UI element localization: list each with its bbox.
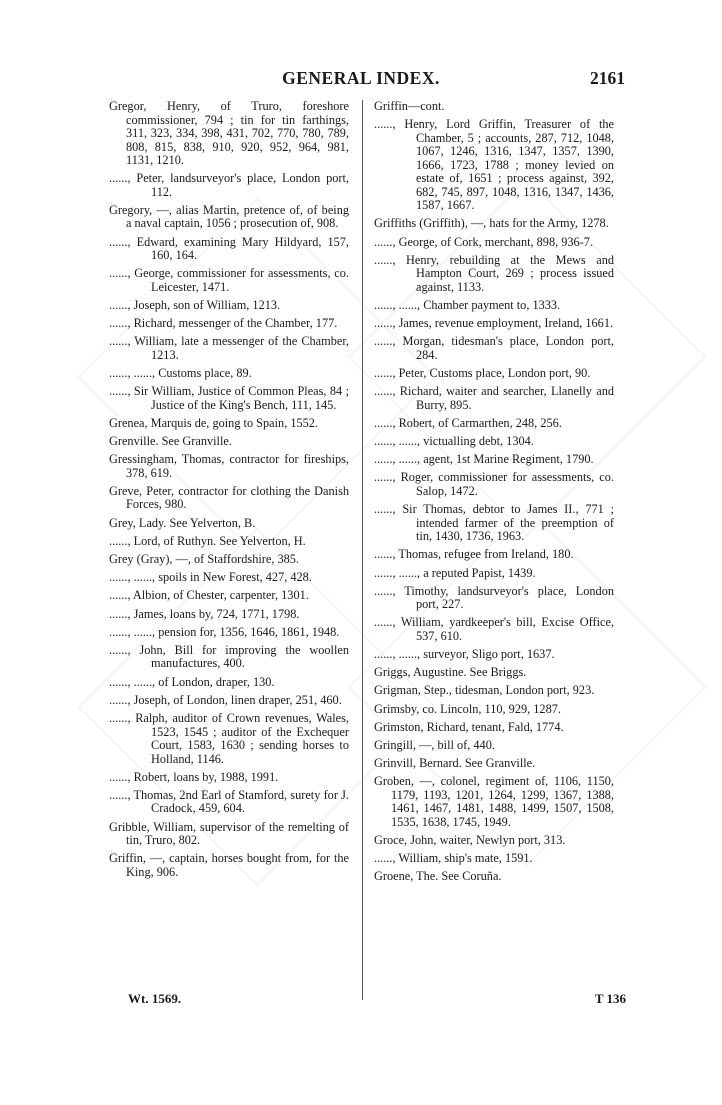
index-entry: ......, ......, surveyor, Sligo port, 1637. <box>374 647 555 662</box>
index-entry: Grigman, Step., tidesman, London port, 923. <box>374 683 595 698</box>
index-entry: ......, ......, of London, draper, 130. <box>109 674 275 689</box>
index-entry: ......, Sir Thomas, debtor to James II., 771 ; intended farmer of the preemption of tin, 1430, 1736, 1963. <box>374 502 614 544</box>
index-entry: Groce, John, waiter, Newlyn port, 313. <box>374 833 566 848</box>
index-entry: ......, Morgan, tidesman's place, London port, 284. <box>374 334 614 362</box>
index-entry: ......, ......, Customs place, 89. <box>109 366 252 380</box>
index-entry: Grenea, Marquis de, going to Spain, 1552. <box>109 415 319 430</box>
index-entry: Grimsby, co. Lincoln, 110, 929, 1287. <box>374 701 561 716</box>
page-header <box>0 68 722 90</box>
index-entry: ......, William, ship's mate, 1591. <box>374 851 533 866</box>
index-entry: ......, Albion, of Chester, carpenter, 1301. <box>109 588 309 603</box>
footer-signature-mark: T 136 <box>594 991 626 1006</box>
index-entry: ......, ......, Chamber payment to, 1333. <box>374 297 561 312</box>
index-entry: ......, Joseph, son of William, 1213. <box>109 297 281 312</box>
right-column <box>374 100 614 889</box>
left-column <box>109 100 349 884</box>
index-entry: ......, George, of Cork, merchant, 898, 936-7. <box>374 234 594 249</box>
index-entry: ......, ......, victualling debt, 1304. <box>374 434 534 449</box>
index-entry: ......, ......, pension for, 1356, 1646, 1861, 1948. <box>109 624 340 639</box>
index-entry: ......, Richard, waiter and searcher, Llanelly and Burry, 895. <box>374 384 614 412</box>
index-entry: ......, Thomas, refugee from Ireland, 180. <box>374 547 574 562</box>
index-entry: ......, Sir William, Justice of Common Pleas, 84 ; Justice of the King's Bench, 111, 145. <box>109 384 349 412</box>
index-entry: ......, Robert, loans by, 1988, 1991. <box>109 769 279 784</box>
index-entry: Gribble, William, supervisor of the remelting of tin, Truro, 802. <box>109 819 349 848</box>
index-entry: ......, Robert, of Carmarthen, 248, 256. <box>374 415 562 430</box>
index-entry: ......, Lord, of Ruthyn. See Yelverton, H. <box>109 533 306 548</box>
index-entry: Gregor, Henry, of Truro, foreshore commissioner, 794 ; tin for tin farthings, 311, 323, 334, 398, 431, 702, 770, 780, 789, 808, 815, 838, 910, 920, 952, 964, 981, 1131, 1210. <box>109 99 349 167</box>
index-entry: ......, Joseph, of London, linen draper, 251, 460. <box>109 692 342 707</box>
index-entry: Gressingham, Thomas, contractor for fireships, 378, 619. <box>109 452 349 480</box>
page-title: GENERAL INDEX. <box>282 68 440 88</box>
index-entry: ......, Thomas, 2nd Earl of Stamford, surety for J. Cradock, 459, 604. <box>109 787 349 816</box>
index-entry: ......, Henry, rebuilding at the Mews and Hampton Court, 269 ; process issued against, 1133. <box>374 252 614 294</box>
index-entry: Grey (Gray), —, of Staffordshire, 385. <box>109 552 299 566</box>
index-entry: Gregory, —, alias Martin, pretence of, of being a naval captain, 1056 ; prosecution of, 908. <box>109 202 349 231</box>
index-entry: Grimston, Richard, tenant, Fald, 1774. <box>374 719 564 734</box>
index-entry: Groene, The. See Coruña. <box>374 869 502 884</box>
index-entry: ......, Richard, messenger of the Chamber, 177. <box>109 316 338 331</box>
index-entry: ......, ......, a reputed Papist, 1439. <box>374 565 536 580</box>
index-entry: ......, Ralph, auditor of Crown revenues, Wales, 1523, 1545 ; auditor of the Exchequer Court, 1583, 1630 ; sending horses to Holland, 1146. <box>109 711 349 766</box>
index-entry: ......, Timothy, landsurveyor's place, London port, 227. <box>374 583 614 612</box>
index-entry: Griggs, Augustine. See Briggs. <box>374 665 527 680</box>
footer-print-mark: Wt. 1569. <box>128 991 182 1006</box>
index-entry: Griffin—cont. <box>374 99 445 113</box>
index-entry: ......, Peter, landsurveyor's place, London port, 112. <box>109 171 349 199</box>
index-entry: ......, Edward, examining Mary Hildyard, 157, 160, 164. <box>109 234 349 263</box>
index-entry: ......, James, loans by, 724, 1771, 1798. <box>109 606 300 621</box>
index-entry: ......, Henry, Lord Griffin, Treasurer of the Chamber, 5 ; accounts, 287, 712, 1048, 1067, 1246, 1316, 1347, 1357, 1390, 1666, 1723, 1788 ; money levied on estate of, 1651 ; process against, 392, 682, 745, 897, 1048, 1316, 1347, 1436, 1587, 1667. <box>374 117 614 213</box>
index-entry: Griffiths (Griffith), —, hats for the Army, 1278. <box>374 216 609 231</box>
page-number: 2161 <box>590 68 625 88</box>
index-entry: Groben, —, colonel, regiment of, 1106, 1150, 1179, 1193, 1201, 1264, 1299, 1367, 1388, 1461, 1467, 1481, 1488, 1499, 1507, 1508, 1535, 1638, 1745, 1949. <box>374 774 614 829</box>
index-entry: ......, George, commissioner for assessments, co. Leicester, 1471. <box>109 266 349 294</box>
index-entry: ......, Peter, Customs place, London port, 90. <box>374 366 591 380</box>
index-entry: ......, William, late a messenger of the Chamber, 1213. <box>109 334 349 362</box>
index-entry: Gringill, —, bill of, 440. <box>374 738 495 752</box>
index-entry: ......, ......, agent, 1st Marine Regiment, 1790. <box>374 452 594 467</box>
index-entry: Grey, Lady. See Yelverton, B. <box>109 515 256 530</box>
index-entry: Griffin, —, captain, horses bought from, for the King, 906. <box>109 851 349 879</box>
index-entry: ......, Roger, commissioner for assessments, co. Salop, 1472. <box>374 470 614 498</box>
index-entry: Grinvill, Bernard. See Granville. <box>374 756 536 771</box>
index-entry: ......, William, yardkeeper's bill, Excise Office, 537, 610. <box>374 615 614 643</box>
index-entry: ......, ......, spoils in New Forest, 427, 428. <box>109 570 312 585</box>
index-entry: ......, James, revenue employment, Ireland, 1661. <box>374 316 614 331</box>
index-entry: Grenville. See Granville. <box>109 434 232 449</box>
index-entry: ......, John, Bill for improving the woollen manufactures, 400. <box>109 642 349 671</box>
index-entry: Greve, Peter, contractor for clothing the Danish Forces, 980. <box>109 483 349 512</box>
column-divider <box>362 100 363 1000</box>
